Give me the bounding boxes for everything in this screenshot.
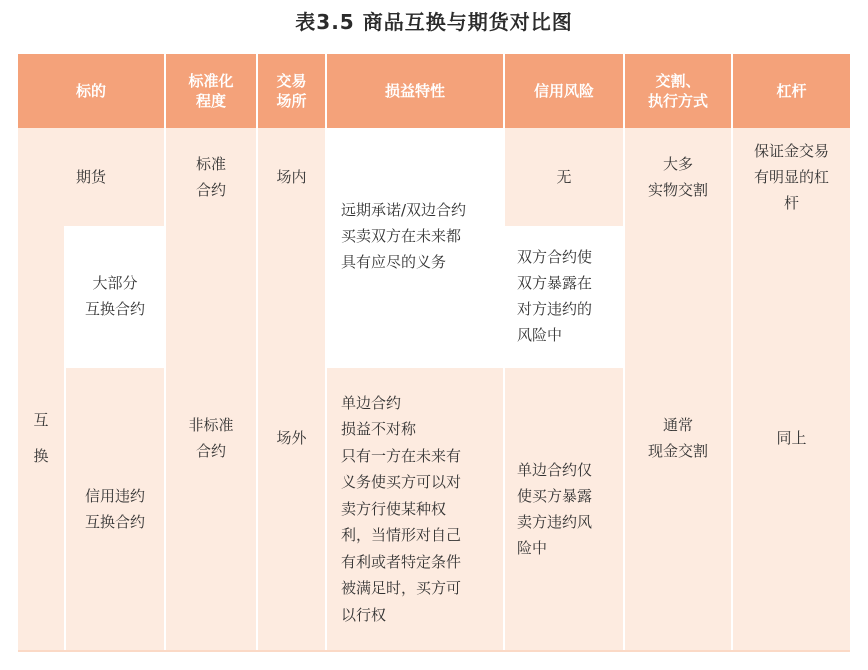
swap-leverage: 同上 — [733, 226, 850, 650]
futures-settlement: 大多 实物交割 — [625, 128, 731, 226]
table-title: 表3.5 商品互换与期货对比图 — [295, 10, 573, 34]
header-credit-risk: 信用风险 — [505, 54, 623, 128]
header-settlement: 交割、 执行方式 — [625, 54, 731, 128]
futures-name: 期货 — [18, 128, 164, 226]
header-leverage: 杠杆 — [733, 54, 850, 128]
swap-name: 互 换 — [18, 226, 64, 650]
header-underlying: 标的 — [18, 54, 164, 128]
swap-credit-default-name: 信用违约 互换合约 — [66, 368, 164, 650]
futures-standardization: 标准 合约 — [166, 128, 256, 226]
table-bottom-rule — [18, 650, 850, 652]
header-payoff: 损益特性 — [327, 54, 503, 128]
swap-venue: 场外 — [258, 226, 325, 650]
swap-settlement: 通常 现金交割 — [625, 226, 731, 650]
futures-credit-risk: 无 — [505, 128, 623, 226]
header-venue: 交易 场所 — [258, 54, 325, 128]
swap-credit-default-payoff: 单边合约 损益不对称 只有一方在未来有 义务使买方可以对 卖方行使某种权 利，当情形对自己 有利或者特定条件 被满足时，买方可 以行权 — [327, 368, 503, 650]
swap-most-name: 大部分 互换合约 — [66, 226, 164, 366]
swap-most-credit-risk: 双方合约使 双方暴露在 对方违约的 风险中 — [505, 226, 623, 366]
shared-payoff: 远期承诺/双边合约 买卖双方在未来都 具有应尽的义务 — [327, 128, 503, 366]
header-standardization: 标准化 程度 — [166, 54, 256, 128]
swap-standardization: 非标准 合约 — [166, 226, 256, 650]
futures-leverage: 保证金交易 有明显的杠 杆 — [733, 128, 850, 226]
futures-venue: 场内 — [258, 128, 325, 226]
swap-credit-default-credit-risk: 单边合约仅 使买方暴露 卖方违约风 险中 — [505, 368, 623, 650]
